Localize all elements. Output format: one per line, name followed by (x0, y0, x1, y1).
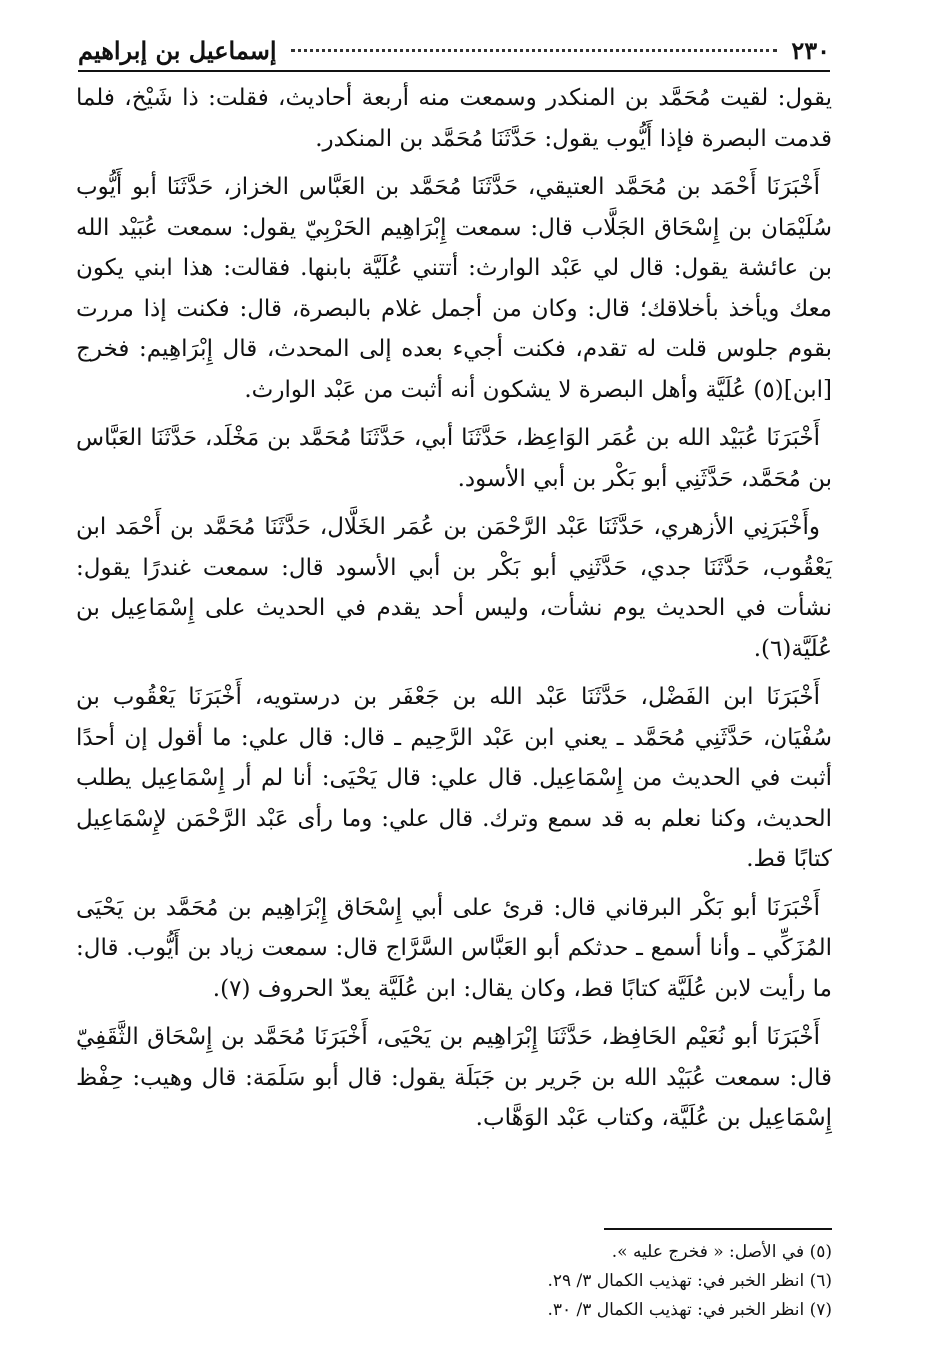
paragraph: وأَخْبَرَنِي الأزهري، حَدَّثَنَا عَبْد الرَّحْمَن بن عُمَر الخَلَّال، حَدَّثَنَا مُحَمَّد بن أَحْمَد ابن يَعْقُوب، حَدَّثَنَا جدي، حَدَّثَنِي أبو بَكْر بن أبي الأسود قال: سمعت غندرًا يقول: نشأت في الحديث يوم نشأت، وليس أحد يقدم في الحديث على إِسْمَاعِيل بن عُلَيَّة(٦). (76, 514, 832, 662)
page-number: ٢٣٠ (791, 35, 830, 65)
paragraph: أَخْبَرَنَا عُبَيْد الله بن عُمَر الوَاعِظ، حَدَّثَنَا أبي، حَدَّثَنَا مُحَمَّد بن مَخْلَد، حَدَّثَنَا العَبَّاس بن مُحَمَّد، حَدَّثَنِي أبو بَكْر بن أبي الأسود. (76, 425, 832, 492)
paragraph: أَخْبَرَنَا ابن الفَضْل، حَدَّثَنَا عَبْد الله بن جَعْفَر بن درستويه، أَخْبَرَنَا يَعْقُوب بن سُفْيَان، حَدَّثَنِي مُحَمَّد ـ يعني ابن عَبْد الرَّحِيم ـ قال: قال علي: ما أقول إن أحدًا أثبت في الحديث من إِسْمَاعِيل. قال علي: قال يَحْيَى: أنا لم أر إِسْمَاعِيل يطلب الحديث، وكنا نعلم به قد سمع وترك. قال علي: وما رأى عَبْد الرَّحْمَن لإِسْمَاعِيل كتابًا قط. (76, 684, 832, 872)
footnotes (272, 1238, 832, 1325)
running-title: إسماعيل بن إبراهيم (78, 35, 277, 65)
paragraph: أَخْبَرَنَا أبو نُعَيْم الحَافِظ، حَدَّثَنَا إِبْرَاهِيم بن يَحْيَى، أَخْبَرَنَا مُحَمَّد بن إِسْحَاق الثَّقَفِيّ قال: سمعت عُبَيْد الله بن جَرير بن جَبَلَة يقول: قال أبو سَلَمَة: قال وهيب: حِفْظ إِسْمَاعِيل بن عُلَيَّة، وكتاب عَبْد الوَهَّاب. (76, 1024, 832, 1131)
footnote: (٥) في الأصل: « فخرج عليه ». (611, 1242, 832, 1262)
footnote-rule (604, 1228, 832, 1230)
paragraph: يقول: لقيت مُحَمَّد بن المنكدر وسمعت منه أربعة أحاديث، فقلت: ذا شَيْخ، فلما قدمت البصرة فإذا أَيُّوب يقول: حَدَّثَنَا مُحَمَّد بن المنكدر. (76, 85, 832, 152)
footnote: (٦) انظر الخبر في: تهذيب الكمال ٣/ ٢٩. (547, 1271, 832, 1291)
body-text (76, 78, 832, 1139)
paragraph: أَخْبَرَنَا أبو بَكْر البرقاني قال: قرئ على أبي إِسْحَاق إِبْرَاهِيم بن مُحَمَّد بن يَحْيَى المُزَكِّي ـ وأنا أسمع ـ حدثكم أبو العَبَّاس السَّرَّاج قال: سمعت زياد بن أَيُّوب. قال: ما رأيت لابن عُلَيَّة كتابًا قط، وكان يقال: ابن عُلَيَّة يعدّ الحروف (٧). (76, 894, 832, 1002)
footnote: (٧) انظر الخبر في: تهذيب الكمال ٣/ ٣٠. (547, 1300, 832, 1320)
running-head (78, 30, 830, 72)
paragraph: أَخْبَرَنَا أَحْمَد بن مُحَمَّد العتيقي، حَدَّثَنَا مُحَمَّد بن العَبَّاس الخزاز، حَدَّثَنَا أبو أَيُّوب سُلَيْمَان بن إِسْحَاق الجَلَّاب قال: سمعت إِبْرَاهِيم الحَرْبِيّ يقول: سمعت عُبَيْد الله بن عائشة يقول: قال لي عَبْد الوارث: أتتني عُلَيَّة بابنها. فقالت: هذا ابني يكون معك ويأخذ بأخلاقك؛ قال: وكان من أجمل غلام بالبصرة، قال: فكنت إذا مررت بقوم جلوس قلت له تقدم، فكنت أجيء بعده إلى المحدث، قال إِبْرَاهِيم: فخرج [ابن](٥) عُلَيَّة وأهل البصرة لا يشكون أنه أثبت من عَبْد الوارث. (76, 174, 832, 403)
leader-dots (291, 49, 778, 52)
